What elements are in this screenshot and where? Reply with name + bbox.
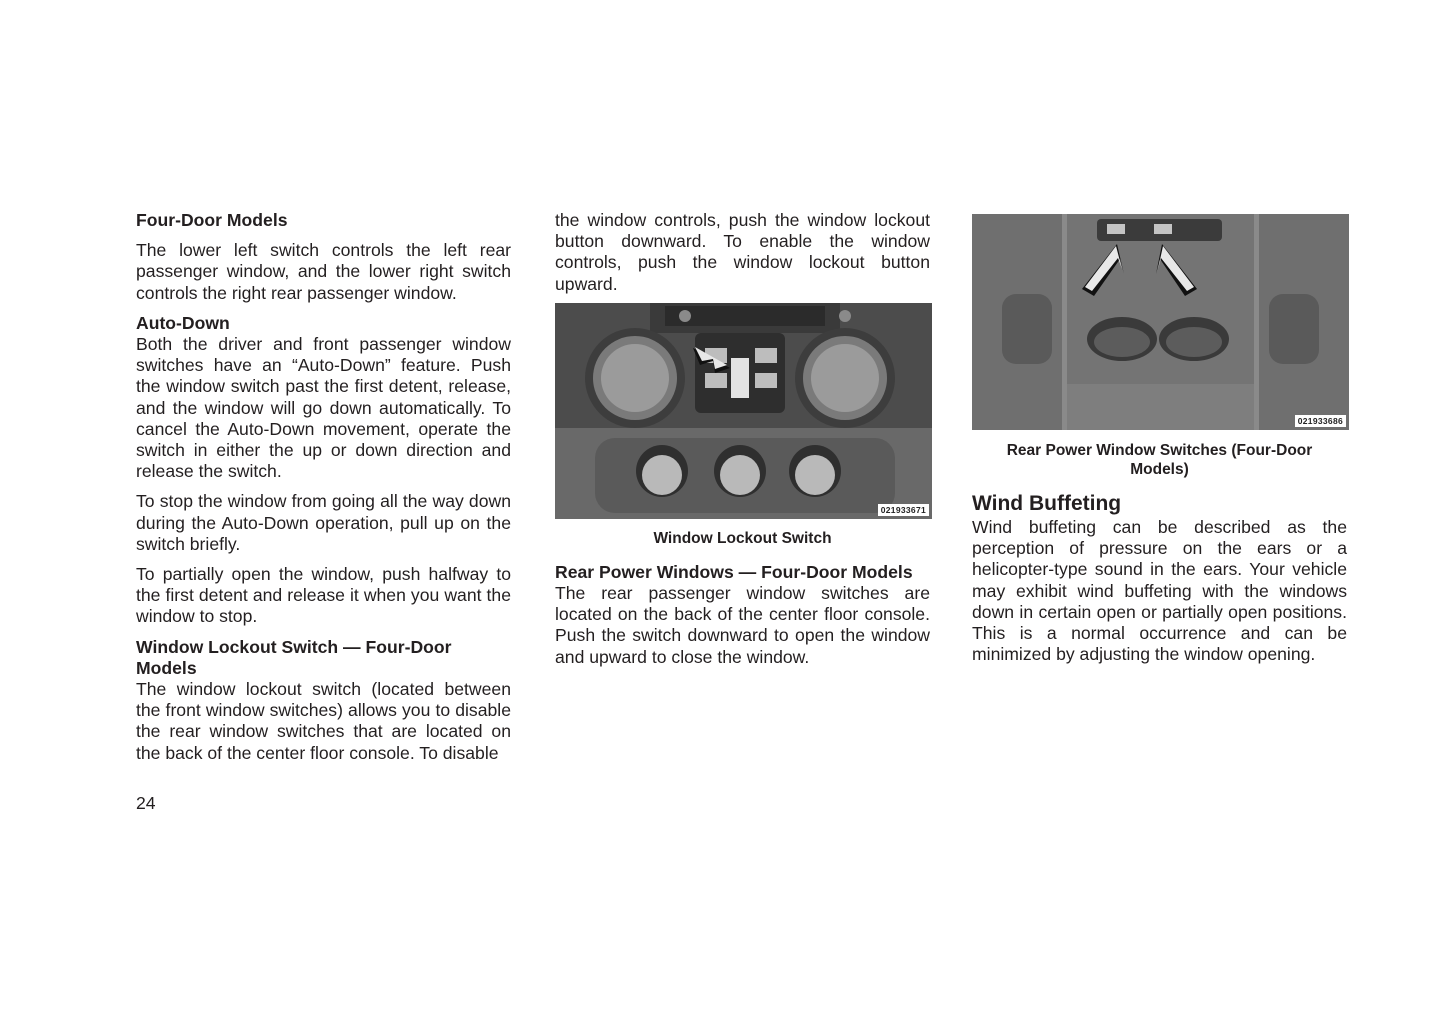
figure-code: 021933671	[878, 504, 929, 516]
figure-caption-window-lockout: Window Lockout Switch	[653, 529, 832, 547]
column-middle	[555, 210, 930, 668]
paragraph-auto-down: Both the driver and front passenger window switches have an “Auto-Down” feature. Push the window switch past the first detent, release, and the window will go down automatically. To cancel the Auto-Down movement, operate the switch in either the up or down direction and release the switch.	[136, 334, 511, 482]
paragraph-rear-power-windows: The rear passenger window switches are located on the back of the center floor console. Push the switch downward to open the window and upward to close the window.	[555, 583, 930, 667]
heading-window-lockout-switch: Window Lockout Switch — Four-Door Models	[136, 636, 452, 678]
heading-auto-down: Auto-Down	[136, 312, 230, 333]
console-illustration	[972, 214, 1349, 430]
dashboard-illustration	[555, 303, 932, 519]
column-left	[136, 210, 511, 764]
paragraph-window-lockout: The window lockout switch (located between the front window switches) allows you to disable the rear window switches that are located on the back of the center floor console. To disable	[136, 679, 511, 763]
figure-rear-power-window-switches	[972, 214, 1349, 430]
column-right	[972, 214, 1347, 665]
heading-four-door-models: Four-Door Models	[136, 210, 288, 230]
paragraph-wind-buffeting: Wind buffeting can be described as the perception of pressure on the ears or a helicopter-type sound in the ears. Your vehicle may exhibit wind buffeting with the windows down in certain open or partially open positions. This is a normal occurrence and can be minimized by adjusting the window opening.	[972, 517, 1347, 665]
page-number: 24	[136, 793, 156, 813]
paragraph-lockout-continued: the window controls, push the window lockout button downward. To enable the window controls, push the window lockout button upward.	[555, 210, 930, 294]
heading-wind-buffeting: Wind Buffeting	[972, 492, 1122, 515]
heading-rear-power-windows: Rear Power Windows — Four-Door Models	[555, 561, 913, 582]
paragraph-four-door-models: The lower left switch controls the left rear passenger window, and the lower right switch controls the right rear passenger window.	[136, 240, 511, 303]
figure-code: 021933686	[1295, 415, 1346, 427]
paragraph-stop-window: To stop the window from going all the way down during the Auto-Down operation, pull up on the switch briefly.	[136, 491, 511, 554]
paragraph-partial-open: To partially open the window, push halfway to the first detent and release it when you want the window to stop.	[136, 564, 511, 627]
figure-window-lockout-switch	[555, 303, 932, 519]
figure-caption-rear-switches: Rear Power Window Switches (Four-Door Models)	[1006, 442, 1313, 478]
